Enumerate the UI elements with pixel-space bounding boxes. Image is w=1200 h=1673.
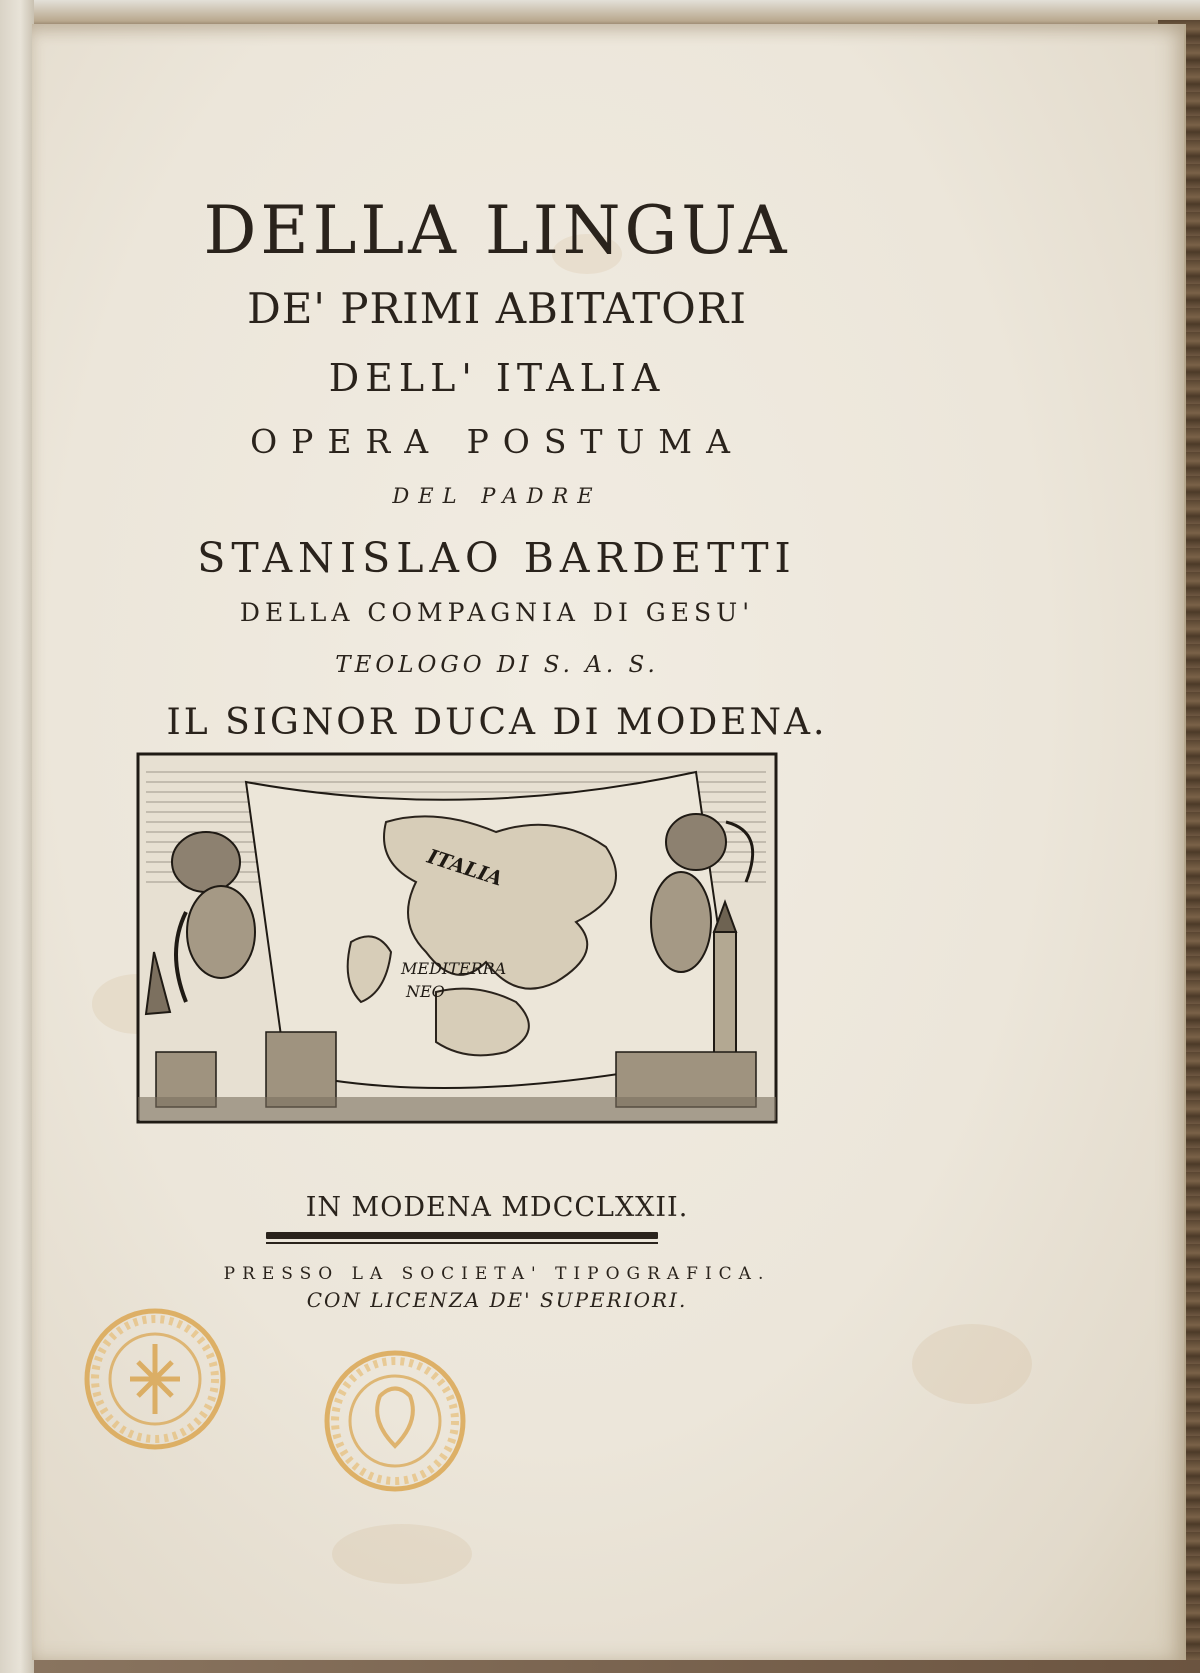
woodcut-label-sea-1: MEDITERRA	[401, 959, 507, 978]
author-role: TEOLOGO DI S. A. S.	[335, 652, 659, 678]
title-line-1: DELLA LINGUA	[203, 192, 791, 269]
foxing-spot	[912, 1324, 1032, 1404]
woodcut-label-sea-2: NEO	[406, 982, 445, 1001]
ornamental-rule	[266, 1232, 658, 1239]
author-patron: IL SIGNOR DUCA DI MODENA.	[166, 702, 828, 743]
library-stamp-right	[320, 1346, 470, 1496]
imprint-place-date: IN MODENA MDCCLXXII.	[305, 1192, 689, 1223]
author-name: STANISLAO BARDETTI	[197, 534, 797, 582]
subtitle: OPERA POSTUMA	[250, 422, 744, 461]
left-page-edge	[0, 0, 34, 1673]
woodcut-illustration	[136, 752, 778, 1124]
woodcut-label-italia: ITALIA	[424, 843, 506, 891]
bell-tower	[714, 902, 736, 1062]
title-page	[32, 24, 1186, 1660]
title-line-2: DE' PRIMI ABITATORI	[247, 284, 747, 333]
printer-line: PRESSO LA SOCIETA' TIPOGRAFICA.	[223, 1264, 771, 1284]
ornamental-rule-thin	[266, 1242, 658, 1244]
author-intro: DEL PADRE	[392, 484, 602, 508]
author-order: DELLA COMPAGNIA DI GESU'	[239, 598, 755, 627]
title-line-3: DELL' ITALIA	[328, 356, 666, 400]
library-stamp-left	[80, 1304, 230, 1454]
foxing-spot	[332, 1524, 472, 1584]
license-line: CON LICENZA DE' SUPERIORI.	[306, 1288, 688, 1312]
